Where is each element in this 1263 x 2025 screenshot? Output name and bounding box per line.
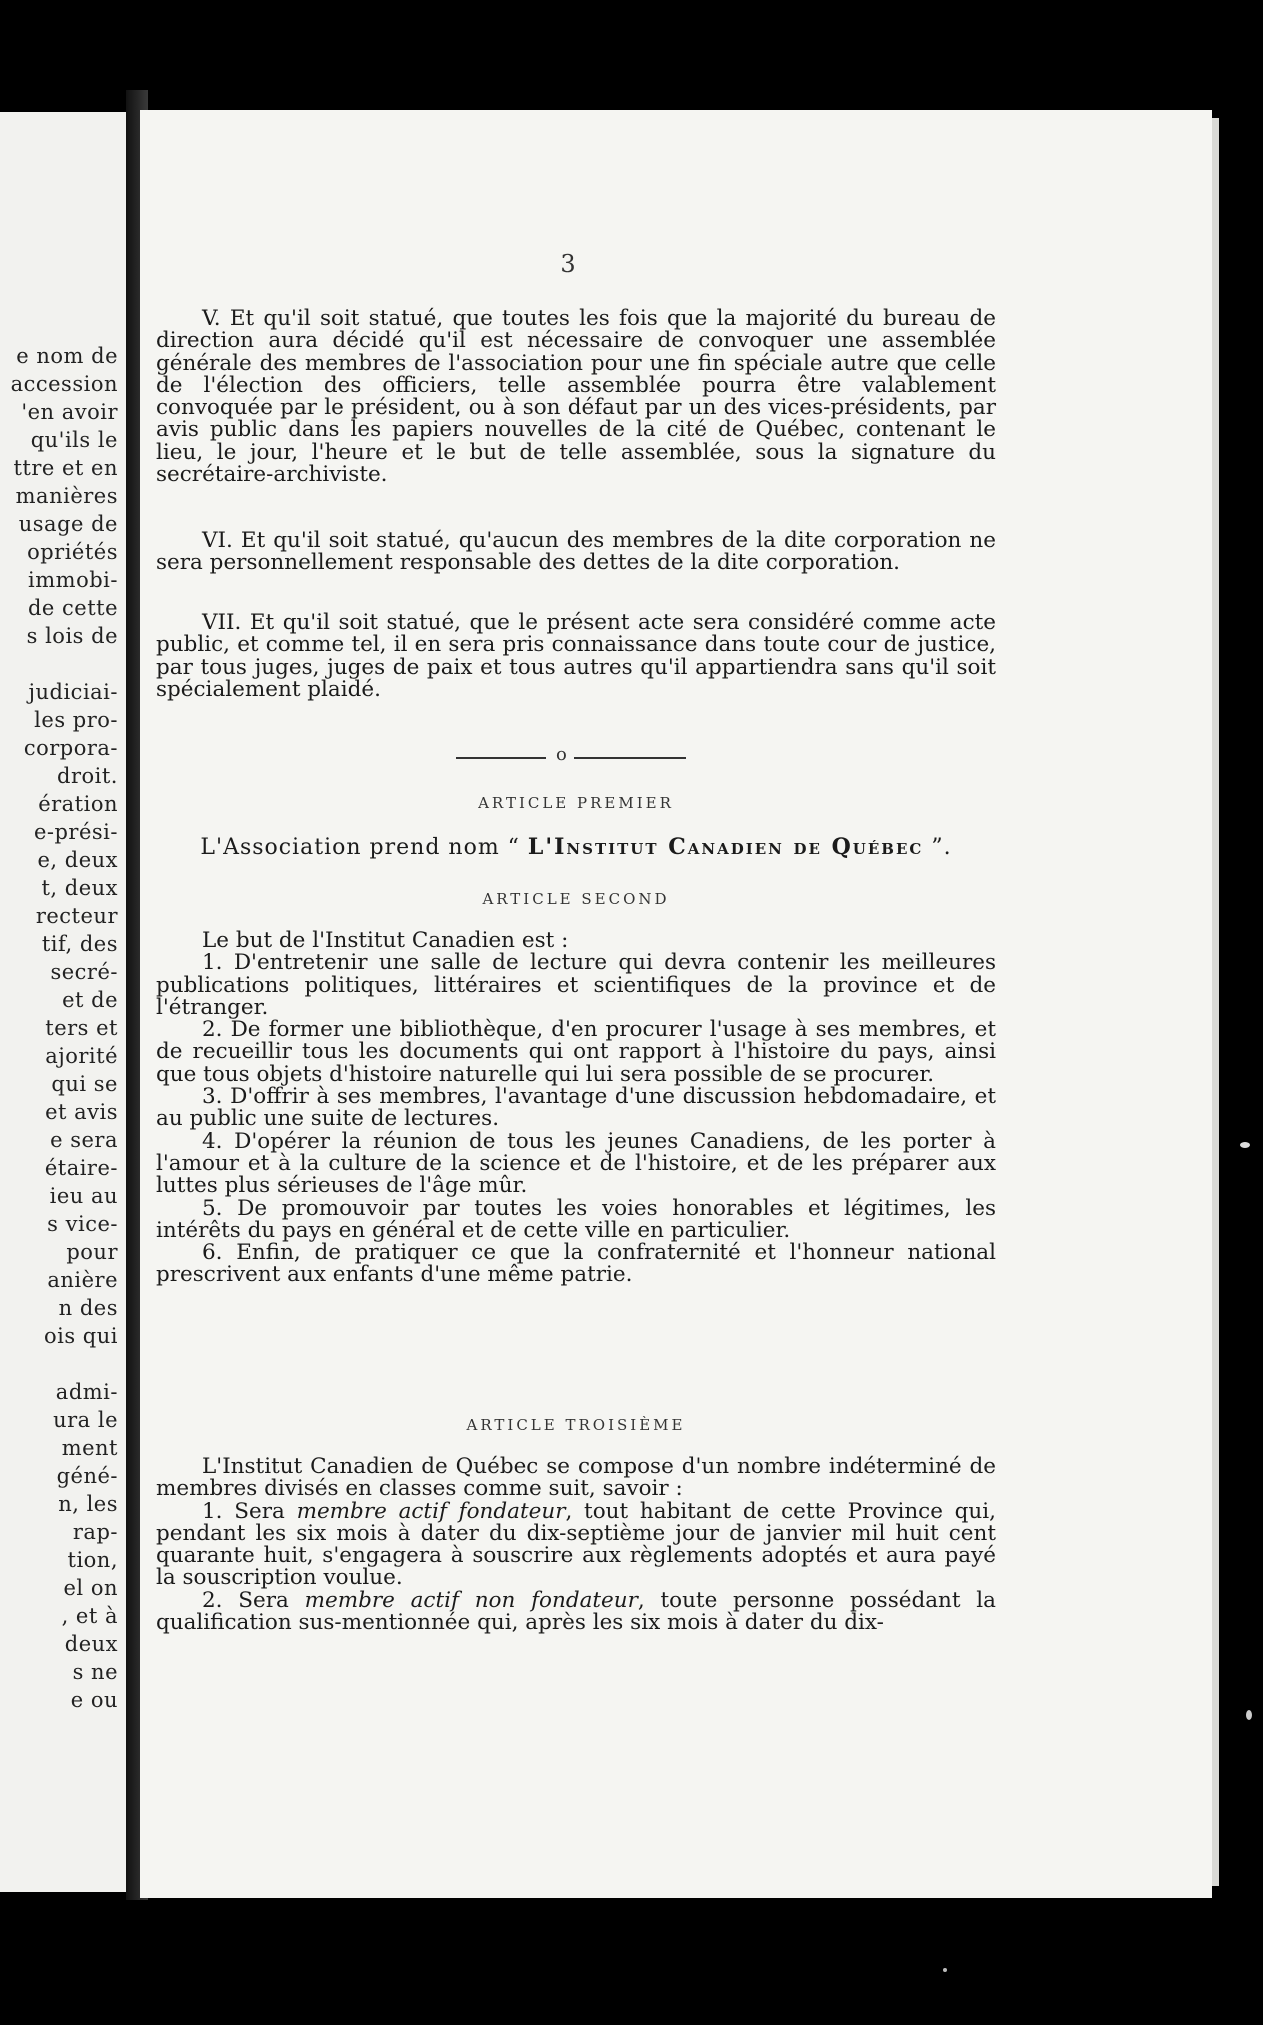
left-page-fragment: secré- [50,960,118,984]
page-number: 3 [560,250,576,278]
article-second-body [156,930,996,1287]
left-page-fragment: judiciai- [28,680,118,704]
left-page-edge [0,112,126,1892]
name-suffix: ”. [923,835,952,860]
left-page-fragment: t, deux [41,876,118,900]
article-second-item: 2. De former une bibliothèque, d'en procurer l'usage à ses membres, et de recueillir tous les documents qui ont rapport à l'histoire du pays, ainsi que tous objets d'histoire naturelle qui lui sera possible de se procurer. [156,1017,996,1087]
article-vi [156,530,996,575]
left-page-fragment: , et à [61,1604,118,1628]
left-page-fragment: immobi- [28,568,118,592]
name-prefix: L'Association prend nom “ [200,835,528,860]
article-troisieme-item-2 [156,1587,996,1636]
book-page [140,110,1212,1898]
item1-end: , tout habitant de cette Province qui, pendant les six mois à dater du dix-septième jour de janvier mil huit cent quarante huit, s'engagera à souscrire aux règlements adoptés et aura payé la souscription voulue. [156,1498,996,1591]
left-page-fragment: rap- [72,1520,118,1544]
article-second-intro: Le but de l'Institut Canadien est : [202,928,569,953]
left-page-fragment: s vice- [47,1212,118,1236]
article-vii [156,612,996,701]
institute-name: L'Institut Canadien de Québec [527,834,924,860]
left-page-fragment: et de [62,988,118,1012]
left-page-fragment: usage de [18,512,118,536]
item2-term: membre actif non fondateur [304,1587,638,1613]
left-page-fragment: anière [47,1268,118,1292]
scan-speck [943,1968,947,1972]
association-name-line [156,836,996,859]
left-page-fragment: et avis [45,1100,118,1124]
left-page-fragment: n des [58,1296,118,1320]
heading-article-premier: ARTICLE PREMIER [478,794,674,812]
left-page-fragment: les pro- [34,708,118,732]
left-page-fragment: qu'ils le [30,428,118,452]
left-page-fragment: manières [15,484,118,508]
article-second-item: 6. Enfin, de pratiquer ce que la confraternité et l'honneur national prescrivent aux enfants d'une même patrie. [156,1240,996,1288]
paragraph-art-vii: VII. Et qu'il soit statué, que le présent acte sera considéré comme acte public, et comme tel, il en sera pris connaissance dans toute cour de justice, par tous juges, juges de paix et tous autres qu'il appartiendra sans qu'il soit spécialement plaidé. [156,610,996,702]
article-second-item: 1. D'entretenir une salle de lecture qui devra contenir les meilleures publications politiques, littéraires et scientifiques de la province et de l'étranger. [156,950,996,1020]
article-second-item: 4. D'opérer la réunion de tous les jeunes Canadiens, de les porter à l'amour et à la culture de la science et de l'histoire, et de les préparer aux luttes plus sérieuses de l'âge mûr. [156,1128,996,1199]
left-page-fragment: géné- [56,1464,118,1488]
left-page-fragment: s lois de [26,624,118,648]
scan-speck [1246,1710,1252,1720]
article-second-item: 5. De promouvoir par toutes les voies honorables et légitimes, les intérêts du pays en général et de cette ville en particulier. [156,1195,996,1243]
paragraph-art-v: V. Et qu'il soit statué, que toutes les fois que la majorité du bureau de direction aura décidé qu'il est nécessaire de convoquer une assemblée générale des membres de l'association pour une fin spéciale autre que celle de l'élection des officiers, telle assemblée pourra être valablement convoquée par le président, ou à son défaut par un des vices-présidents, par avis public dans les papiers nouvelles de la cité de Québec, contenant le lieu, le jour, l'heure et le but de telle assemblée, sous la signature du secrétaire-archiviste. [156,306,996,488]
scan-speck [1240,1142,1250,1148]
left-page-fragment: corpora- [23,736,118,760]
left-page-fragment: de cette [27,596,118,620]
heading-article-troisieme: ARTICLE TROISIÈME [466,1416,686,1434]
page-edge-strip [1212,118,1219,1886]
left-page-fragment: tion, [67,1548,118,1572]
paragraph-art-vi: VI. Et qu'il soit statué, qu'aucun des membres de la dite corporation ne sera personnellement responsable des dettes de la dite corporation. [156,528,996,576]
left-page-fragment: étaire- [44,1156,118,1180]
left-page-fragment: ieu au [49,1184,118,1208]
left-page-fragment: ura le [53,1408,118,1432]
left-page-fragment: ois qui [44,1324,118,1348]
left-page-fragment: e ou [70,1688,118,1712]
article-v [156,308,996,486]
left-page-fragment: droit. [57,764,118,788]
left-page-fragment: s ne [72,1660,118,1684]
left-page-fragment: ttre et en [13,456,118,480]
left-page-fragment: el on [63,1576,118,1600]
left-page-fragment: ment [61,1436,118,1460]
left-page-fragment: recteur [35,904,118,928]
left-page-fragment: opriétés [27,540,118,564]
left-page-fragment: pour [66,1240,118,1264]
article-troisieme-intro: L'Institut Canadien de Québec se compose d'un nombre indéterminé de membres divisés en classes comme suit, savoir : [156,1454,996,1502]
left-page-fragment: ajorité [45,1044,118,1068]
left-page-fragment: qui se [51,1072,118,1096]
article-troisieme-body [156,1456,996,1634]
left-page-fragment: ters et [45,1016,118,1040]
section-divider [456,744,686,768]
item2-end: , toute personne possédant la qualification sus-mentionnée qui, après les six mois à dater du dix- [156,1587,996,1636]
left-page-fragment: e sera [50,1128,118,1152]
left-page-fragment: tif, des [41,932,118,956]
left-page-fragment: 'en avoir [21,400,118,424]
left-page-fragment: e, deux [37,848,118,872]
left-page-fragment: e nom de [16,344,118,368]
left-page-fragment: n, les [58,1492,118,1516]
article-second-item: 3. D'offrir à ses membres, l'avantage d'une discussion hebdomadaire, et au public une suite de lectures. [156,1084,996,1132]
left-page-fragment: admi- [55,1380,118,1404]
article-troisieme-item-1 [156,1498,996,1591]
item1-start: 1. Sera [202,1498,297,1524]
heading-article-second: ARTICLE SECOND [482,890,670,908]
left-page-fragment: e-prési- [33,820,118,844]
left-page-fragment: deux [64,1632,118,1656]
divider-mark: o [556,744,567,765]
left-page-fragment: accession [10,372,118,396]
item2-start: 2. Sera [202,1587,305,1613]
item1-term: membre actif fondateur [296,1498,566,1524]
left-page-fragment: ération [38,792,118,816]
